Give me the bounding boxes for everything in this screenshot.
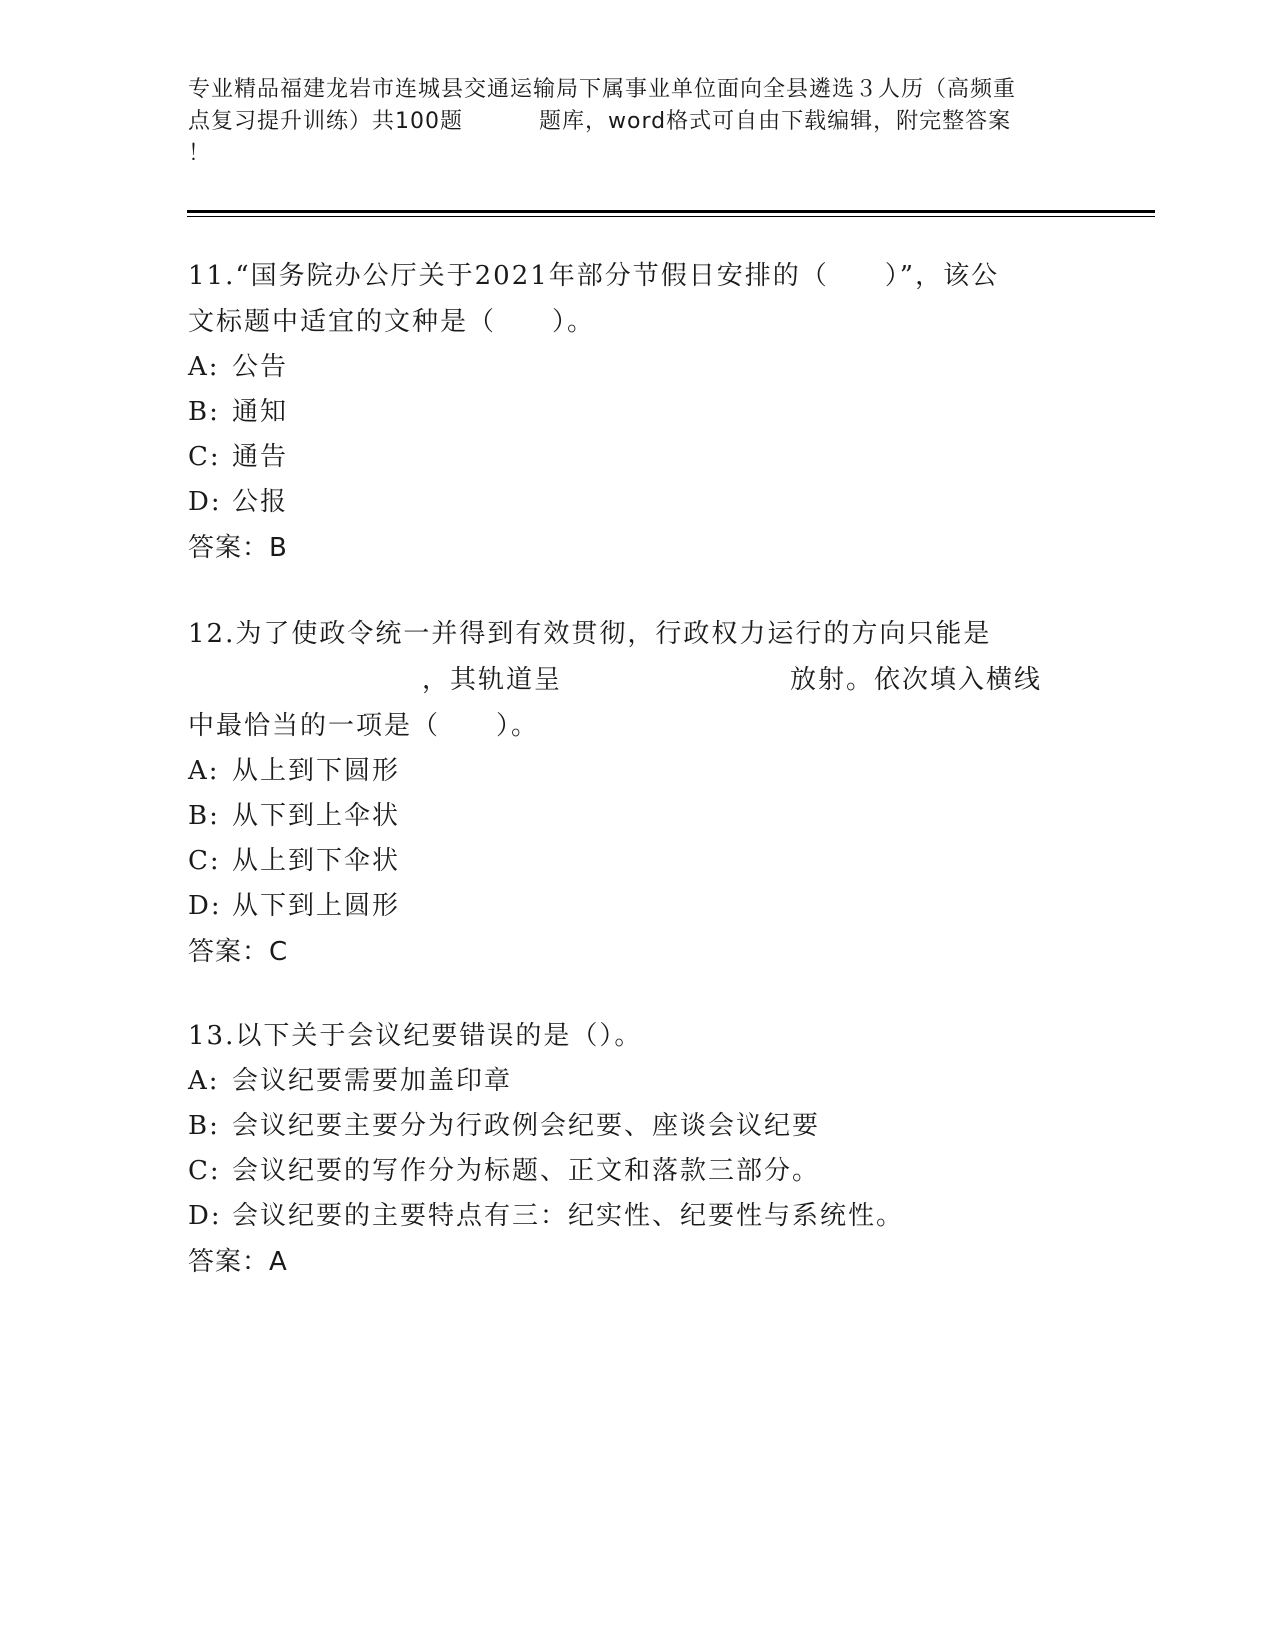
answer-text: 答案：A: [188, 1247, 288, 1277]
option-d: [188, 480, 1088, 525]
option-a: [188, 345, 1088, 390]
option-label: C:: [188, 442, 221, 472]
option-b: [188, 1104, 1088, 1149]
header-line-1: 专业精品福建龙岩市连城县交通运输局下属事业单位面向全县遴选３人历（高频重: [188, 77, 1017, 102]
option-text: 公告: [232, 352, 289, 382]
option-text: 会议纪要主要分为行政例会纪要、座谈会议纪要: [232, 1111, 821, 1141]
option-b: [188, 390, 1088, 435]
option-d: [188, 1194, 1088, 1239]
header-line-2-part-2: 题库，word格式可自由下载编辑，附完整答案: [539, 109, 1012, 134]
option-c: [188, 435, 1088, 480]
question-stem-fragment: ，其轨道呈: [422, 665, 563, 695]
question-stem-line: 11.“国务院办公厅关于2021年部分节假日安排的（ ）”，该公: [188, 261, 1000, 291]
question-stem-line: 13.以下关于会议纪要错误的是（）。: [188, 1021, 643, 1051]
option-text: 从下到上圆形: [232, 891, 401, 921]
option-a: [188, 749, 1088, 794]
option-label: C:: [188, 1156, 221, 1186]
option-text: 从上到下伞状: [232, 846, 401, 876]
question-13: [188, 1013, 1088, 1285]
option-text: 会议纪要的主要特点有三：纪实性、纪要性与系统性。: [232, 1201, 905, 1231]
question-stem-line: 中最恰当的一项是（ ）。: [188, 711, 540, 741]
header-line-3: ！: [188, 141, 212, 166]
option-label: D:: [188, 891, 222, 921]
option-label: A:: [188, 352, 220, 382]
header-divider-thin: [187, 216, 1155, 217]
option-label: B:: [188, 397, 220, 427]
header-line-2-part-1: 点复习提升训练）共100题: [188, 109, 463, 134]
header-divider-thick: [187, 210, 1155, 213]
option-label: A:: [188, 756, 220, 786]
option-text: 会议纪要的写作分为标题、正文和落款三部分。: [232, 1156, 821, 1186]
option-text: 从下到上伞状: [232, 801, 401, 831]
document-header: [188, 74, 1093, 170]
answer-text: 答案：C: [188, 937, 289, 967]
option-d: [188, 884, 1088, 929]
option-text: 公报: [232, 487, 289, 517]
option-text: 从上到下圆形: [232, 756, 401, 786]
option-text: 通知: [232, 397, 289, 427]
question-stem-line: 12.为了使政令统一并得到有效贯彻，行政权力运行的方向只能是: [188, 619, 992, 649]
option-label: D:: [188, 487, 222, 517]
option-c: [188, 839, 1088, 884]
option-label: D:: [188, 1201, 222, 1231]
option-c: [188, 1149, 1088, 1194]
header-line-2: [188, 106, 1093, 138]
answer-text: 答案：B: [188, 533, 288, 563]
question-stem-line: [188, 657, 1088, 703]
option-text: 通告: [232, 442, 289, 472]
question-stem-line: 文标题中适宜的文种是（ ）。: [188, 307, 596, 337]
option-label: C:: [188, 846, 221, 876]
option-b: [188, 794, 1088, 839]
option-text: 会议纪要需要加盖印章: [232, 1066, 513, 1096]
option-a: [188, 1059, 1088, 1104]
option-label: B:: [188, 801, 220, 831]
question-11: [188, 253, 1088, 571]
option-label: B:: [188, 1111, 220, 1141]
question-stem-fragment: 放射。依次填入横线: [790, 665, 1043, 695]
question-12: [188, 611, 1088, 975]
option-label: A:: [188, 1066, 220, 1096]
